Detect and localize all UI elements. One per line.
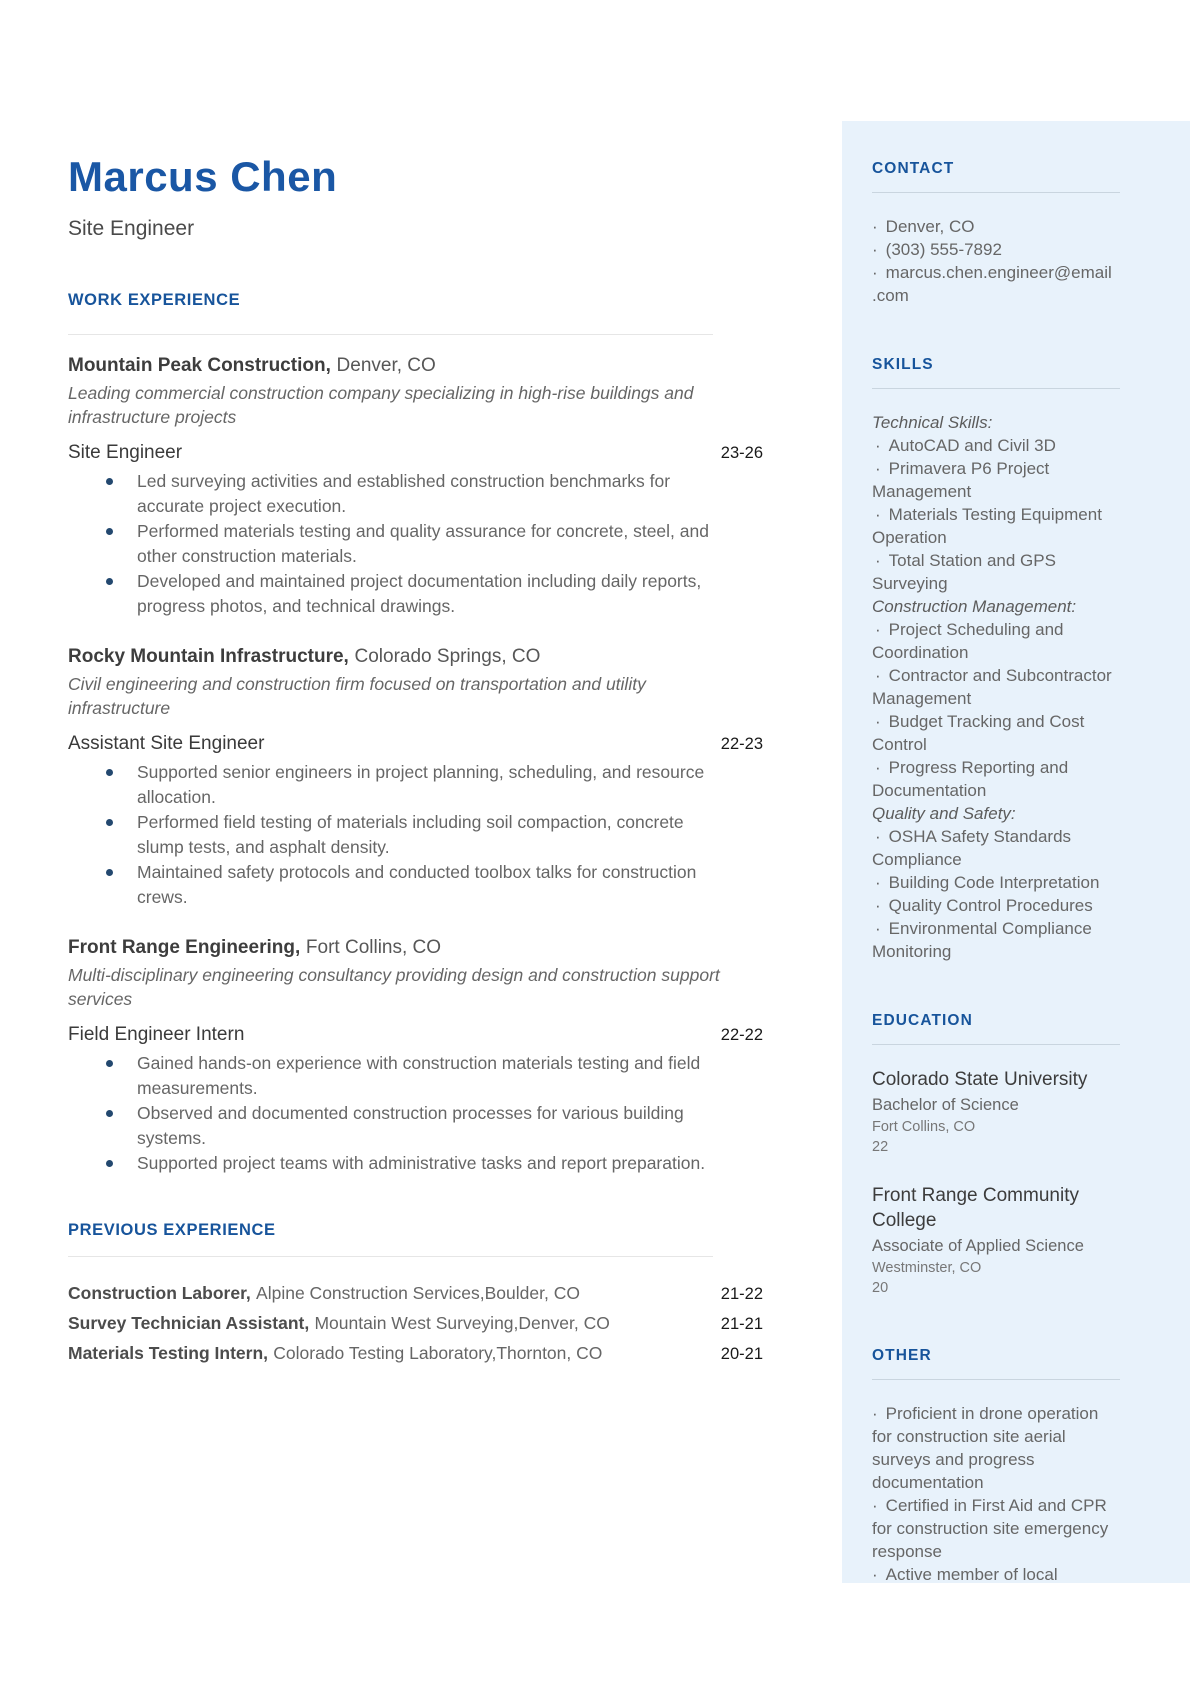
role-dates: 22-22 <box>720 1026 763 1044</box>
duties-list <box>68 1051 729 1176</box>
company-location: Fort Collins, CO <box>305 937 442 958</box>
skill-item: · Progress Reporting and Documentation <box>872 756 1112 802</box>
school-name: Front Range Community College <box>872 1185 1079 1231</box>
school-location: Fort Collins, CO <box>872 1119 976 1135</box>
divider <box>872 1044 1120 1045</box>
other-item: · Active member of local <box>872 1563 1112 1586</box>
role-title: Site Engineer <box>68 442 183 463</box>
duty-item: Supported senior engineers in project planning, scheduling, and resource allocation. <box>137 760 729 809</box>
company-description: Leading commercial construction company specializing in high-rise buildings and infrastructure projects <box>68 383 694 427</box>
skill-item: · Materials Testing Equipment Operation <box>872 503 1112 549</box>
education-school <box>872 1183 1130 1298</box>
candidate-title: Site Engineer <box>68 217 195 240</box>
duty-item: Supported project teams with administrative tasks and report preparation. <box>137 1151 729 1176</box>
divider <box>68 334 713 335</box>
duties-list <box>68 760 729 909</box>
divider <box>872 1379 1120 1380</box>
education-heading: EDUCATION <box>872 1012 973 1029</box>
company-line <box>68 644 763 669</box>
other-section <box>872 1346 1130 1586</box>
candidate-name: Marcus Chen <box>68 153 338 200</box>
skills-heading: SKILLS <box>872 356 934 373</box>
skill-group-quality-safety <box>872 802 1130 963</box>
skill-item: · Project Scheduling and Coordination <box>872 618 1112 664</box>
previous-company: Alpine Construction Services,Boulder, CO <box>256 1282 580 1303</box>
previous-experience-rows <box>68 1279 763 1369</box>
previous-dates: 21-22 <box>720 1284 763 1303</box>
company-name: Rocky Mountain Infrastructure, <box>68 646 349 667</box>
role-row <box>68 1023 763 1047</box>
skill-item: · OSHA Safety Standards Compliance <box>872 825 1112 871</box>
skill-item: · Budget Tracking and Cost Control <box>872 710 1112 756</box>
skill-group-construction-management <box>872 595 1130 802</box>
duties-list <box>68 469 729 618</box>
skills-section <box>872 355 1130 963</box>
skill-group-technical <box>872 411 1130 595</box>
company-line <box>68 353 763 378</box>
company-line <box>68 935 763 960</box>
role-title: Assistant Site Engineer <box>68 733 265 754</box>
previous-row <box>68 1309 763 1339</box>
skill-item: · AutoCAD and Civil 3D <box>872 434 1112 457</box>
previous-company: Colorado Testing Laboratory,Thornton, CO <box>273 1342 603 1363</box>
work-experience-heading: WORK EXPERIENCE <box>68 291 241 309</box>
skill-item: · Contractor and Subcontractor Management <box>872 664 1112 710</box>
previous-role: Construction Laborer, <box>68 1282 251 1303</box>
previous-role: Survey Technician Assistant, <box>68 1312 310 1333</box>
education-school <box>872 1067 1130 1157</box>
company-description: Multi-disciplinary engineering consultancy providing design and construction support services <box>68 965 720 1009</box>
school-year: 20 <box>872 1280 889 1296</box>
skill-group-label: Construction Management: <box>872 597 1077 616</box>
contact-section <box>872 159 1130 307</box>
previous-dates: 21-21 <box>720 1314 763 1333</box>
role-dates: 23-26 <box>720 444 763 462</box>
role-row <box>68 732 763 756</box>
other-heading: OTHER <box>872 1347 932 1364</box>
company-name: Mountain Peak Construction, <box>68 355 331 376</box>
skill-item: · Building Code Interpretation <box>872 871 1112 894</box>
skill-group-label: Technical Skills: <box>872 413 993 432</box>
previous-row <box>68 1339 763 1369</box>
sidebar-panel <box>842 121 1190 1583</box>
company-location: Denver, CO <box>336 355 436 376</box>
school-degree: Associate of Applied Science <box>872 1237 1084 1255</box>
duty-item: Developed and maintained project documentation including daily reports, progress photos, and technical drawings. <box>137 569 729 618</box>
divider <box>872 388 1120 389</box>
previous-experience-heading: PREVIOUS EXPERIENCE <box>68 1220 276 1239</box>
skill-group-label: Quality and Safety: <box>872 804 1016 823</box>
previous-row-left <box>68 1339 602 1369</box>
contact-item-email: · marcus.chen.engineer@email.com <box>872 261 1112 307</box>
school-location: Westminster, CO <box>872 1260 982 1276</box>
contact-item-location: · Denver, CO <box>872 215 1112 238</box>
divider <box>872 192 1120 193</box>
previous-role: Materials Testing Intern, <box>68 1342 268 1363</box>
skill-item: · Total Station and GPS Surveying <box>872 549 1112 595</box>
role-title: Field Engineer Intern <box>68 1024 245 1045</box>
skill-item: · Primavera P6 Project Management <box>872 457 1112 503</box>
divider <box>68 1256 713 1257</box>
role-dates: 22-23 <box>720 735 763 753</box>
school-name: Colorado State University <box>872 1069 1088 1090</box>
education-section <box>872 1011 1130 1298</box>
contact-item-phone: · (303) 555-7892 <box>872 238 1112 261</box>
company-description: Civil engineering and construction firm focused on transportation and utility infrastructure <box>68 674 646 718</box>
duty-item: Gained hands-on experience with construction materials testing and field measurements. <box>137 1051 729 1100</box>
previous-dates: 20-21 <box>720 1344 763 1363</box>
school-degree: Bachelor of Science <box>872 1096 1019 1114</box>
company-name: Front Range Engineering, <box>68 937 301 958</box>
other-item: · Certified in First Aid and CPR for construction site emergency response <box>872 1494 1112 1563</box>
school-year: 22 <box>872 1139 889 1155</box>
main-column <box>68 0 763 1369</box>
duty-item: Led surveying activities and established construction benchmarks for accurate project execution. <box>137 469 729 518</box>
duty-item: Observed and documented construction processes for various building systems. <box>137 1101 729 1150</box>
role-row <box>68 441 763 465</box>
skill-item: · Quality Control Procedures <box>872 894 1112 917</box>
duty-item: Maintained safety protocols and conducted toolbox talks for construction crews. <box>137 860 729 909</box>
duty-item: Performed materials testing and quality assurance for concrete, steel, and other construction materials. <box>137 519 729 568</box>
previous-company: Mountain West Surveying,Denver, CO <box>314 1312 610 1333</box>
sidebar-content <box>842 121 1130 1586</box>
previous-row-left <box>68 1279 580 1309</box>
contact-heading: CONTACT <box>872 160 955 177</box>
previous-row <box>68 1279 763 1309</box>
previous-row-left <box>68 1309 610 1339</box>
duty-item: Performed field testing of materials including soil compaction, concrete slump tests, and asphalt density. <box>137 810 729 859</box>
skill-item: · Environmental Compliance Monitoring <box>872 917 1112 963</box>
other-item: · Proficient in drone operation for construction site aerial surveys and progress documentation <box>872 1402 1112 1494</box>
company-location: Colorado Springs, CO <box>354 646 541 667</box>
